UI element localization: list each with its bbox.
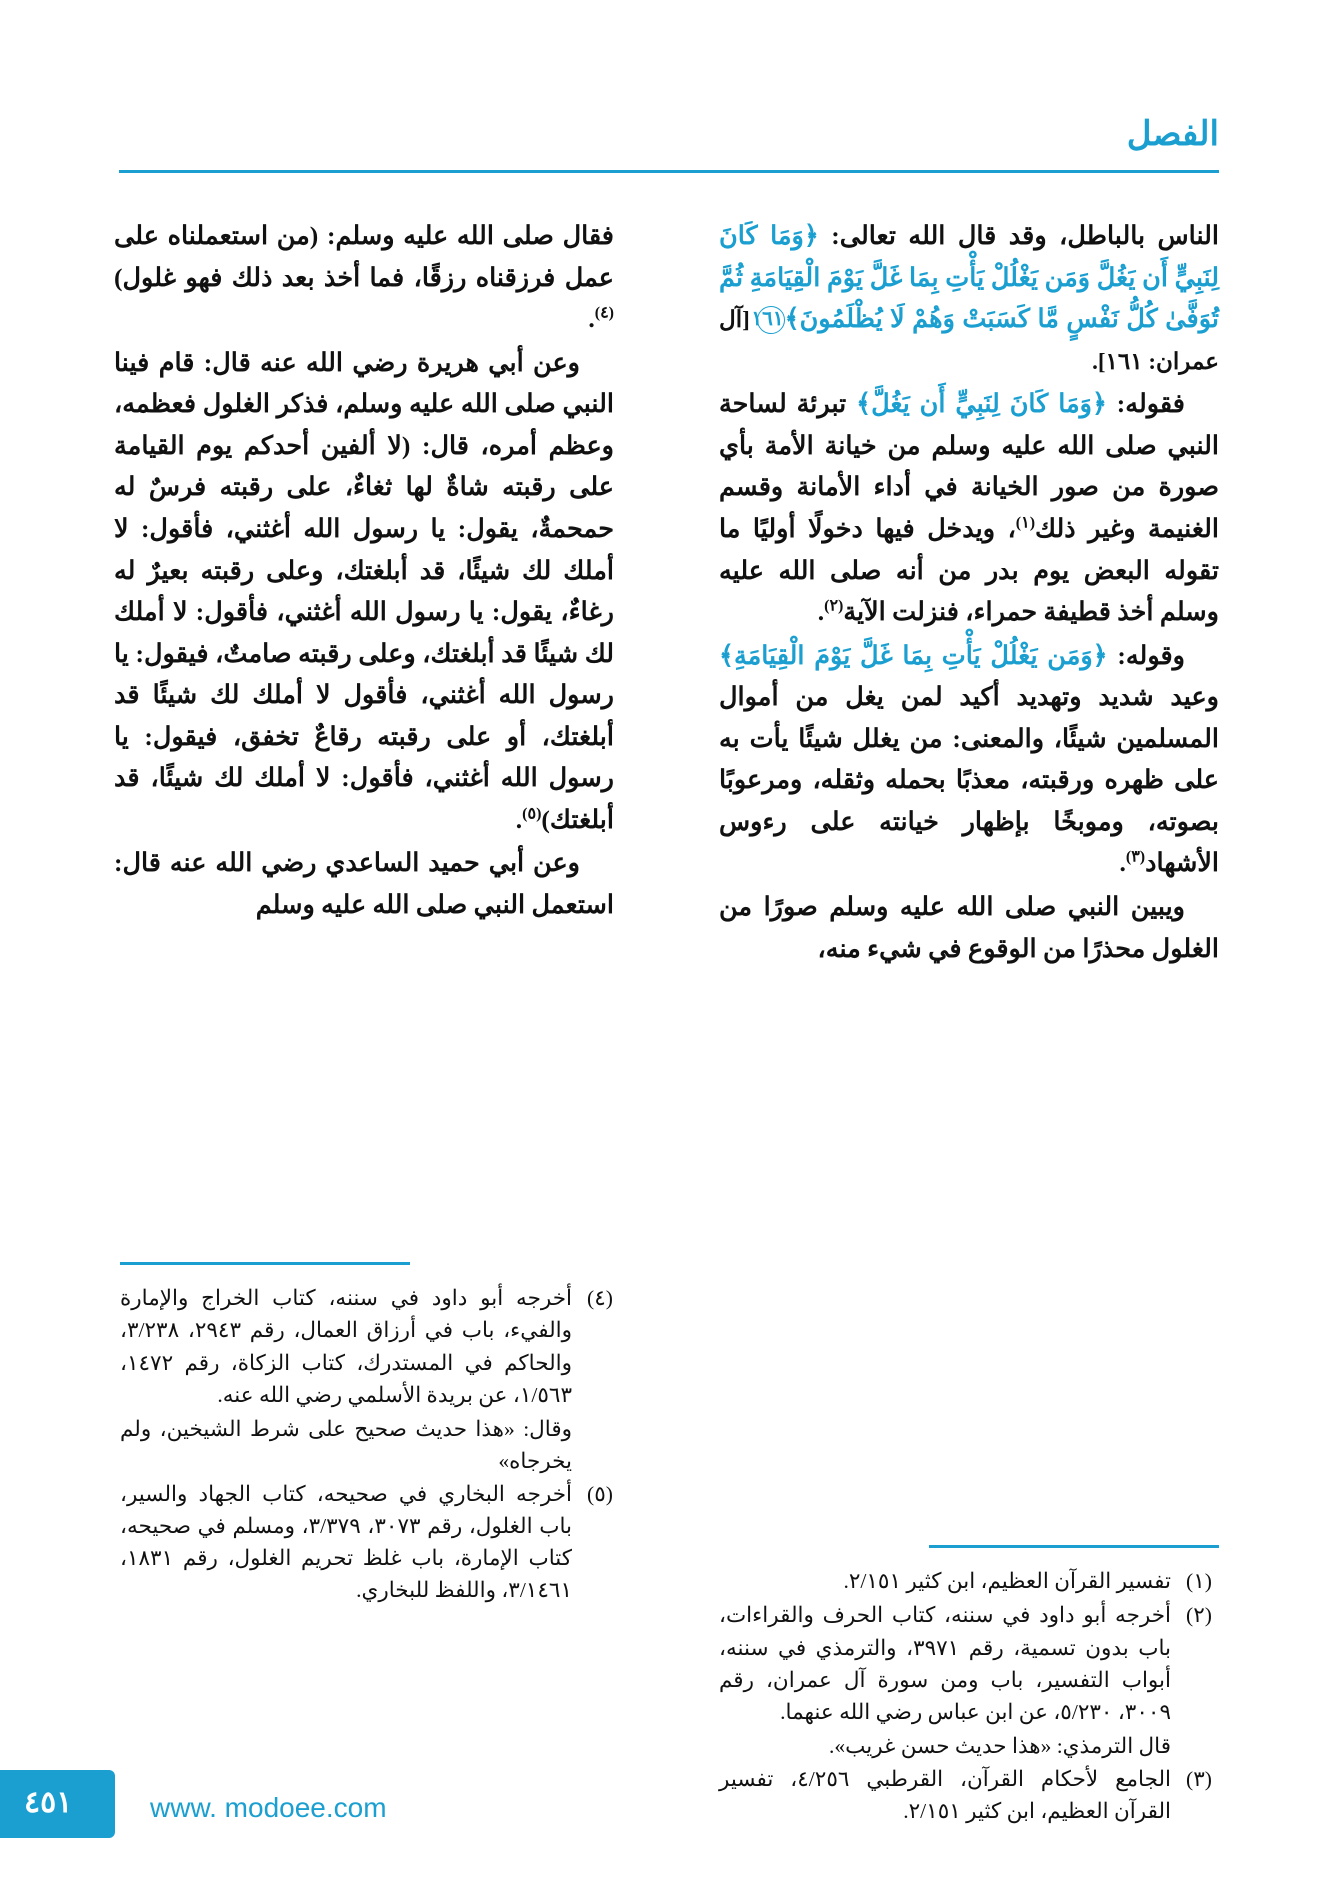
l2-footnote-ref: (٥) — [522, 805, 542, 823]
footnote-divider-left — [120, 1262, 410, 1265]
header-title: الفصل — [1126, 116, 1219, 153]
footnote-body: الجامع لأحكام القرآن، القرطبي ٤/٢٥٦، تفسير القرآن العظيم، ابن كثير ٢/١٥١. — [719, 1766, 1171, 1823]
r1-source: [آل عمران: ١٦١]. — [719, 307, 1219, 374]
r2-text-1: فقوله: — [1106, 389, 1185, 419]
r2-footnote-ref-2: (٢) — [824, 597, 844, 615]
header-divider — [119, 170, 1219, 173]
r3-text-2: وعيد شديد وتهديد أكيد لمن يغل من أموال المسلمين شيئًا، والمعنى: من يغلل شيئًا يأت به على ظهره ورقبته، معذبًا بحمله وثقله، ومرعوبًا بصوته، وموبخًا بإظهار خيانته على رءوس الأشهاد — [719, 682, 1219, 878]
footnote-item — [719, 1599, 1219, 1728]
footnote-body: تفسير القرآن العظيم، ابن كثير ٢/١٥١. — [843, 1569, 1171, 1593]
paragraph-r1 — [719, 215, 1219, 381]
footnotes-left — [120, 1282, 620, 1609]
footnotes-right — [719, 1565, 1219, 1829]
footnote-continuation: قال الترمذي: «هذا حديث حسن غريب». — [829, 1734, 1171, 1759]
footnote-body: أخرجه البخاري في صحيحه، كتاب الجهاد والسير، باب الغلول، رقم ٣٠٧٣، ٣/٣٧٩، ومسلم في صحيحه، كتاب الإمارة، باب غلظ تحريم الغلول، رقم ١٨٣١، ٣/١٤٦١، واللفظ للبخاري. — [120, 1481, 572, 1603]
paragraph-r4 — [719, 886, 1219, 969]
left-column-body — [114, 215, 614, 926]
r3-text-3: . — [1119, 848, 1126, 878]
footnote-item — [719, 1763, 1219, 1828]
footnote-body: أخرجه أبو داود في سننه، كتاب الحرف والقراءات، باب بدون تسمية، رقم ٣٩٧١، والترمذي في سننه، أبواب التفسير، باب ومن سورة آل عمران، رقم ٣٠٠٩، ٥/٢٣٠، عن ابن عباس رضي الله عنهما. — [719, 1603, 1171, 1724]
page-number: ٤٥١ — [24, 1786, 73, 1819]
paragraph-l1 — [114, 215, 614, 340]
column-right — [719, 215, 1219, 1655]
footnote-item — [120, 1478, 620, 1607]
r1-quran: ﴿وَمَا كَانَ لِنَبِيٍّ أَن يَغُلَّ وَمَن يَغْلُلْ يَأْتِ بِمَا غَلَّ يَوْمَ الْقِيَامَةِ ثُمَّ تُوَفَّىٰ كُلُّ نَفْسٍ مَّا كَسَبَتْ وَهُمْ لَا يُظْلَمُونَ﴾ — [719, 221, 1220, 334]
l1-text: فقال صلى الله عليه وسلم: (من استعملناه على عمل فرزقناه رزقًا، فما أخذ بعد ذلك فهو غلول) — [114, 221, 614, 292]
page-header — [119, 118, 1219, 178]
r2-quran: ﴿وَمَا كَانَ لِنَبِيٍّ أَن يَغُلَّ﴾ — [856, 389, 1107, 419]
l2-text: وعن أبي هريرة رضي الله عنه قال: قام فينا النبي صلى الله عليه وسلم، فذكر الغلول فعظمه، وعظم أمره، قال: (لا ألفين أحدكم يوم القيامة على رقبته شاةٌ لها ثغاءٌ، على رقبته فرسٌ له حمحمةٌ، يقول: يا رسول الله أغثني، فأقول: لا أملك لك شيئًا، قد أبلغتك، وعلى رقبته بعيرٌ له رغاءٌ، يقول: يا رسول الله أغثني، فأقول: لا أملك لك شيئًا قد أبلغتك، وعلى رقبته صامتٌ، فيقول: يا رسول الله أغثني، فأقول لا أملك لك شيئًا قد أبلغتك، أو على رقبته رقاعٌ تخفق، فيقول: يا رسول الله أغثني، فأقول: لا أملك لك شيئًا، قد أبلغتك) — [114, 347, 614, 834]
r4-text: ويبين النبي صلى الله عليه وسلم صورًا من الغلول محذرًا من الوقوع في شيء منه، — [719, 892, 1219, 963]
footnote-marker: (٢) — [1186, 1603, 1212, 1628]
r3-quran: ﴿وَمَن يَغْلُلْ يَأْتِ بِمَا غَلَّ يَوْمَ الْقِيَامَةِ﴾ — [719, 640, 1108, 670]
paragraph-r2 — [719, 383, 1219, 632]
right-column-body — [719, 215, 1219, 969]
footnote-marker: (٥) — [587, 1481, 613, 1506]
l1-footnote-ref: (٤) — [594, 304, 614, 322]
paragraph-l2 — [114, 342, 614, 841]
l1-period: . — [588, 304, 595, 334]
r3-text-1: وقوله: — [1107, 640, 1185, 670]
r1-text-1: الناس بالباطل، وقد قال الله تعالى: — [818, 221, 1219, 250]
paragraph-r3 — [719, 635, 1219, 884]
footnote-marker: (٤) — [587, 1286, 613, 1310]
footnote-item — [120, 1282, 620, 1411]
paragraph-l3 — [114, 842, 614, 925]
r2-footnote-ref-1: (١) — [1015, 514, 1036, 532]
r2-text-4: . — [817, 597, 825, 627]
l2-period: . — [515, 804, 523, 834]
r2-text-2: تبرئة لساحة النبي صلى الله عليه وسلم من خيانة الأمة بأي صورة من صور الخيانة في أداء الأمانة وقسم الغنيمة وغير ذلك — [719, 389, 1219, 543]
footnote-continuation: وقال: «هذا حديث صحيح على شرط الشيخين، ولم يخرجاه» — [120, 1417, 572, 1474]
footnote-marker: (٣) — [1186, 1766, 1212, 1791]
r3-footnote-ref: (٣) — [1125, 848, 1146, 866]
footnote-divider-right — [929, 1545, 1219, 1548]
footnote-body: أخرجه أبو داود في سننه، كتاب الخراج والإمارة والفيء، باب في أرزاق العمال، رقم ٢٩٤٣، ٣/٢٣٨، والحاكم في المستدرك، كتاب الزكاة، رقم ١٤٧٢، ١/٥٦٣، عن بريدة الأسلمي رضي الله عنه. — [120, 1286, 572, 1407]
footnote-marker: (١) — [1186, 1569, 1212, 1593]
l3-text: وعن أبي حميد الساعدي رضي الله عنه قال: استعمل النبي صلى الله عليه وسلم — [114, 848, 614, 919]
site-url[interactable]: www. modoee.com — [150, 1792, 387, 1823]
r1-ayah-number: ١٦١ — [757, 306, 785, 334]
footnote-item — [719, 1565, 1219, 1597]
r2-text-3: ، ويدخل فيها دخولًا أوليًا ما تقوله البعض يوم بدر من أنه صلى الله عليه وسلم أخذ قطيفة حمراء، فنزلت الآية — [719, 513, 1219, 627]
